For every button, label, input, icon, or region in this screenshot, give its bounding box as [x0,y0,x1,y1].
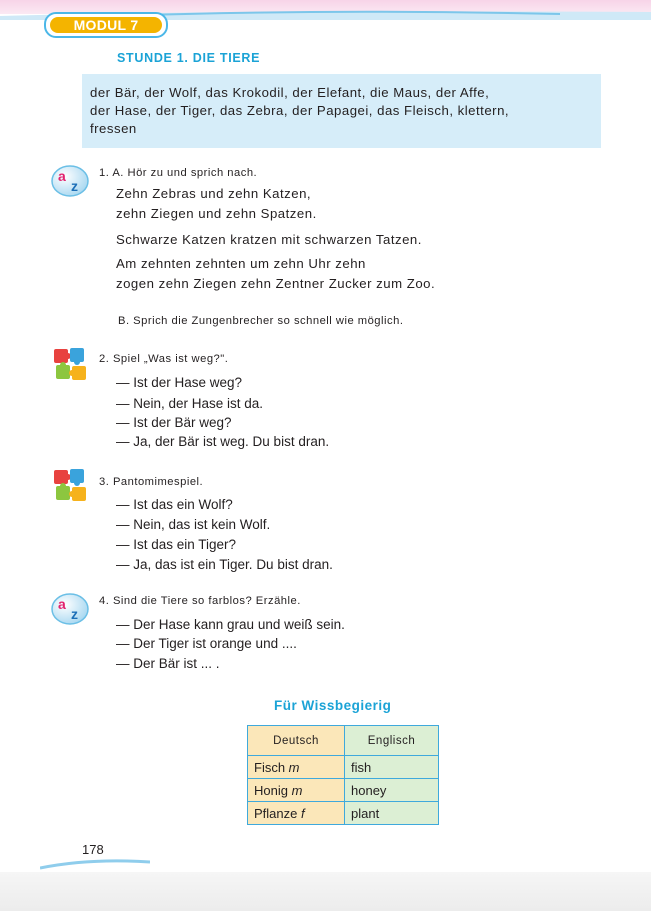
puzzle-game-icon [50,466,90,504]
dialogue-line: — Ja, das ist ein Tiger. Du bist dran. [116,557,333,572]
exercise2-instruction: 2. Spiel „Was ist weg?". [99,353,229,365]
exercise4-instruction: 4. Sind die Tiere so farblos? Erzähle. [99,595,301,607]
modul-label: MODUL 7 [50,17,162,33]
vocab-line: fressen [90,121,137,136]
german-word: Pflanze [254,805,301,821]
dialogue-line: — Der Hase kann grau und weiß sein. [116,617,345,632]
table-row [248,756,439,779]
exercise1-instruction: 1. A. Hör zu und sprich nach. [99,167,258,179]
tongue-twister-line: Schwarze Katzen kratzen mit schwarzen Tatzen. [116,232,422,247]
dialogue-line: — Ist das ein Wolf? [116,497,233,512]
vocabulary-box [82,74,601,148]
tongue-twister-line: Am zehnten zehnten um zehn Uhr zehn [116,256,366,271]
gender-marker: f [300,805,305,821]
wissbegierig-title: Für Wissbegierig [274,698,392,713]
column-header: Englisch [345,726,439,756]
german-word-cell [248,779,345,802]
table-row [248,779,439,802]
table-row [248,802,439,825]
vocab-line: der Hase, der Tiger, das Zebra, der Papagei, das Fleisch, klettern, [90,103,510,118]
page-number: 178 [82,842,104,857]
german-word: Honig [254,782,292,798]
gender-marker: m [291,782,303,798]
svg-text:a: a [58,168,66,184]
english-word-cell: plant [345,802,439,825]
dialogue-line: — Ja, der Bär ist weg. Du bist dran. [116,434,330,449]
bottom-page-shadow [0,872,651,911]
table-header-row [248,726,439,756]
svg-text:z: z [71,606,78,622]
german-word: Fisch [254,759,289,775]
exercise3-instruction: 3. Pantomimespiel. [99,476,204,488]
svg-text:z: z [71,178,78,194]
vocabulary-table [247,725,439,825]
tongue-twister-line: zehn Ziegen und zehn Spatzen. [116,206,317,221]
lesson-title: STUNDE 1. DIE TIERE [117,51,261,65]
dialogue-line: — Der Tiger ist orange und .... [116,636,297,651]
column-header: Deutsch [248,726,345,756]
dialogue-line: — Nein, das ist kein Wolf. [116,517,271,532]
german-word-cell [248,802,345,825]
svg-text:a: a [58,596,66,612]
az-dictionary-icon [50,590,90,626]
english-word-cell: honey [345,779,439,802]
dialogue-line: — Ist das ein Tiger? [116,537,237,552]
modul-tab [44,12,168,38]
az-dictionary-icon [50,162,90,198]
dialogue-line: — Ist der Hase weg? [116,375,243,390]
german-word-cell [248,756,345,779]
gender-marker: m [288,759,300,775]
dialogue-line: — Der Bär ist ... . [116,656,220,671]
page-number-swoosh [40,856,150,870]
tongue-twister-line: Zehn Zebras und zehn Katzen, [116,186,312,201]
exercise1-instruction-b: B. Sprich die Zungenbrecher so schnell wie möglich. [118,315,404,327]
english-word-cell: fish [345,756,439,779]
puzzle-game-icon [50,345,90,383]
tongue-twister-line: zogen zehn Ziegen zehn Zentner Zucker zum Zoo. [116,276,436,291]
vocab-line: der Bär, der Wolf, das Krokodil, der Elefant, die Maus, der Affe, [90,85,490,100]
dialogue-line: — Nein, der Hase ist da. [116,396,264,411]
dialogue-line: — Ist der Bär weg? [116,415,232,430]
